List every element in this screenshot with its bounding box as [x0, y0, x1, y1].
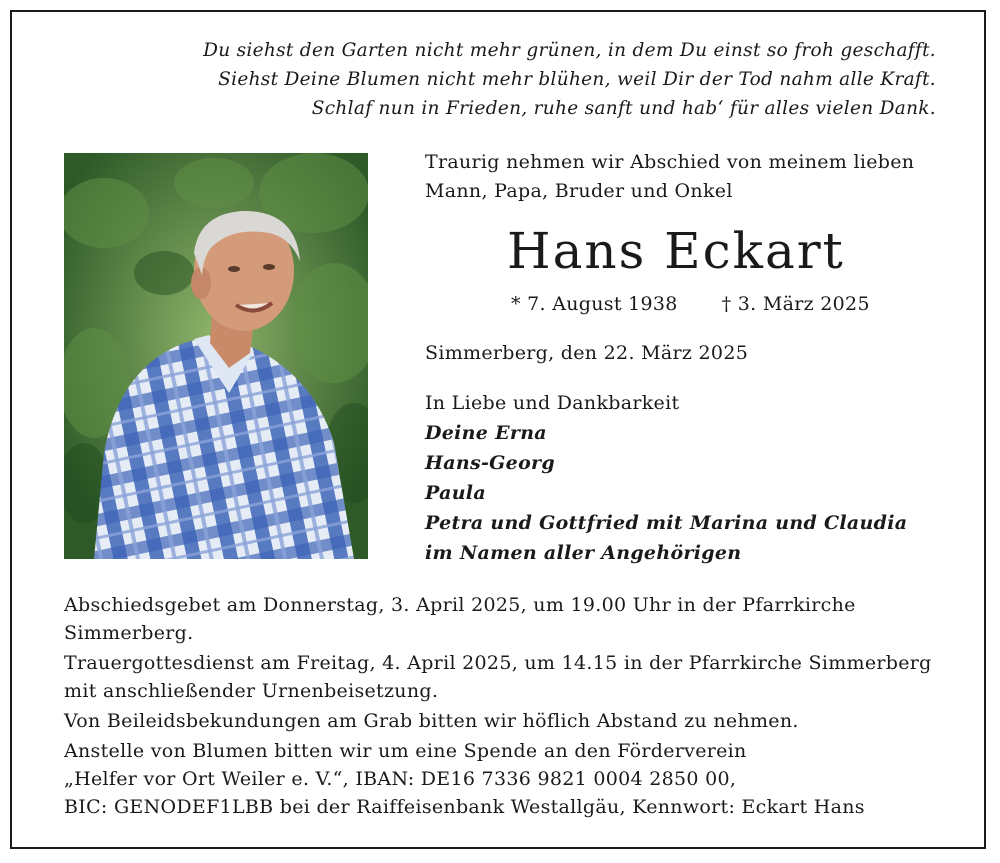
- signers-lead: In Liebe und Dankbarkeit: [425, 392, 680, 414]
- death-date: † 3. März 2025: [721, 293, 870, 315]
- donation-info: [64, 737, 944, 821]
- signer-name: Petra und Gottfried mit Marina und Claudia: [425, 512, 908, 534]
- signer-name: Deine Erna: [425, 422, 547, 444]
- signer-name: Paula: [425, 482, 486, 504]
- service-line: mit anschließender Urnenbeisetzung.: [64, 680, 439, 702]
- poem-line: Du siehst den Garten nicht mehr grünen, in dem Du einst so froh geschafft.: [203, 40, 936, 61]
- signer-name: Hans-Georg: [425, 452, 555, 474]
- donation-line: Anstelle von Blumen bitten wir um eine Spende an den Förderverein: [64, 740, 747, 762]
- signer-name: im Namen aller Angehörigen: [425, 542, 742, 564]
- intro-text: [425, 148, 945, 206]
- intro-line: Mann, Papa, Bruder und Onkel: [425, 180, 733, 202]
- service-info: [64, 649, 944, 705]
- prayer-line: Simmerberg.: [64, 622, 194, 644]
- donation-line: BIC: GENODEF1LBB bei der Raiffeisenbank Westallgäu, Kennwort: Eckart Hans: [64, 796, 865, 818]
- poem: [203, 36, 936, 123]
- service-details: [64, 591, 944, 823]
- prayer-line: Abschiedsgebet am Donnerstag, 3. April 2025, um 19.00 Uhr in der Pfarrkirche: [64, 594, 856, 616]
- intro-line: Traurig nehmen wir Abschied von meinem lieben: [425, 151, 915, 173]
- condolence-note: Von Beileidsbekundungen am Grab bitten wir höflich Abstand zu nehmen.: [64, 710, 799, 732]
- poem-line: Siehst Deine Blumen nicht mehr blühen, weil Dir der Tod nahm alle Kraft.: [218, 69, 936, 90]
- donation-line: „Helfer vor Ort Weiler e. V.“, IBAN: DE16 7336 9821 0004 2850 00,: [64, 768, 737, 790]
- deceased-name: Hans Eckart: [507, 222, 845, 280]
- poem-line: Schlaf nun in Frieden, ruhe sanft und hab‘ für alles vielen Dank.: [311, 98, 936, 119]
- portrait-photo: [64, 153, 368, 559]
- life-dates: [511, 293, 870, 315]
- place-date: Simmerberg, den 22. März 2025: [425, 342, 749, 364]
- birth-date: * 7. August 1938: [511, 293, 678, 315]
- signers: [425, 388, 907, 568]
- announcement-block: [425, 148, 945, 564]
- prayer-info: [64, 591, 944, 647]
- service-line: Trauergottesdienst am Freitag, 4. April 2025, um 14.15 in der Pfarrkirche Simmerberg: [64, 652, 932, 674]
